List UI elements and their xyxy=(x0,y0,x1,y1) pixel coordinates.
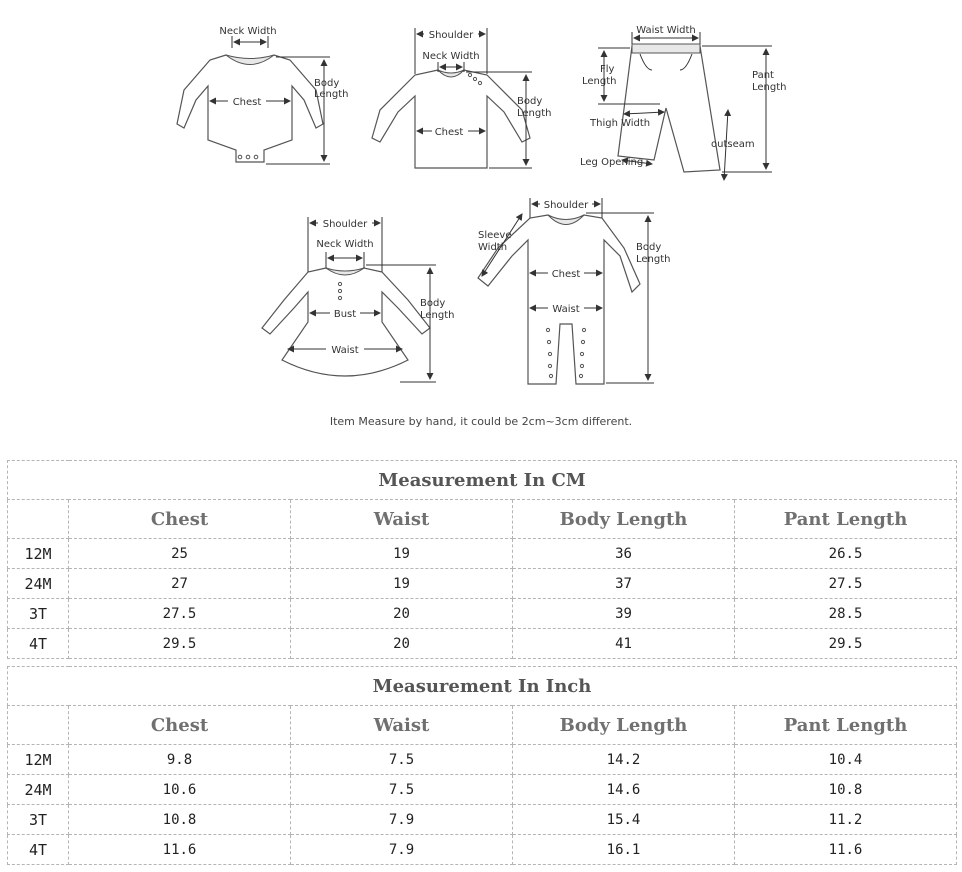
waist-cell: 20 xyxy=(291,599,513,629)
romper-chest-label: Chest xyxy=(551,269,581,280)
waist-cell: 7.5 xyxy=(291,775,513,805)
bodysuit-length-label: Length xyxy=(314,89,349,100)
body-length-cell: 15.4 xyxy=(513,805,735,835)
body-length-cell: 41 xyxy=(513,629,735,659)
pant-length-cell: 29.5 xyxy=(735,629,957,659)
column-header-waist: Waist xyxy=(291,500,513,539)
romper-sleeve-label: Sleeve xyxy=(478,230,512,241)
romper-body-label: Body xyxy=(636,242,662,253)
size-cell: 12M xyxy=(8,539,69,569)
pants-fly-length-label: Length xyxy=(582,76,617,87)
column-header-pant-length: Pant Length xyxy=(735,706,957,745)
dress-waist-label: Waist xyxy=(331,345,359,356)
dress-length-label: Length xyxy=(420,310,455,321)
body-length-cell: 39 xyxy=(513,599,735,629)
dress-body-label: Body xyxy=(420,298,446,309)
column-header-body-length: Body Length xyxy=(513,500,735,539)
chest-cell: 11.6 xyxy=(69,835,291,865)
column-header-body-length: Body Length xyxy=(513,706,735,745)
waist-cell: 19 xyxy=(291,539,513,569)
size-cell: 3T xyxy=(8,805,69,835)
bodysuit-neck-width-label: Neck Width xyxy=(219,26,277,37)
shirt-shoulder-label: Shoulder xyxy=(428,30,474,41)
table-row xyxy=(8,745,957,775)
pant-length-cell: 11.2 xyxy=(735,805,957,835)
romper-length-label: Length xyxy=(636,254,671,265)
waist-cell: 20 xyxy=(291,629,513,659)
bodysuit-illustration xyxy=(177,26,349,164)
dress-illustration xyxy=(262,217,455,382)
header-corner xyxy=(8,500,69,539)
measurement-cm-table xyxy=(7,460,957,659)
column-header-waist: Waist xyxy=(291,706,513,745)
chest-cell: 25 xyxy=(69,539,291,569)
chest-cell: 10.8 xyxy=(69,805,291,835)
chest-cell: 9.8 xyxy=(69,745,291,775)
pant-length-cell: 27.5 xyxy=(735,569,957,599)
bodysuit-body-label: Body xyxy=(314,78,340,89)
size-cell: 4T xyxy=(8,835,69,865)
column-header-chest: Chest xyxy=(69,500,291,539)
waist-cell: 19 xyxy=(291,569,513,599)
size-cell: 24M xyxy=(8,569,69,599)
chest-cell: 29.5 xyxy=(69,629,291,659)
size-cell: 4T xyxy=(8,629,69,659)
shirt-neck-width-label: Neck Width xyxy=(422,51,480,62)
shirt-body-label: Body xyxy=(517,96,543,107)
pant-length-cell: 10.4 xyxy=(735,745,957,775)
body-length-cell: 14.6 xyxy=(513,775,735,805)
body-length-cell: 36 xyxy=(513,539,735,569)
size-cell: 12M xyxy=(8,745,69,775)
column-header-pant-length: Pant Length xyxy=(735,500,957,539)
romper-sleeve-width-label: Width xyxy=(478,242,508,253)
table-title: Measurement In Inch xyxy=(8,667,957,706)
table-row xyxy=(8,599,957,629)
table-title: Measurement In CM xyxy=(8,461,957,500)
table-row xyxy=(8,569,957,599)
table-row xyxy=(8,835,957,865)
chest-cell: 10.6 xyxy=(69,775,291,805)
pant-length-cell: 28.5 xyxy=(735,599,957,629)
pant-length-cell: 11.6 xyxy=(735,835,957,865)
pants-fly-label: Fly xyxy=(600,64,615,75)
romper-shoulder-label: Shoulder xyxy=(543,200,589,211)
chest-cell: 27 xyxy=(69,569,291,599)
table-row xyxy=(8,629,957,659)
header-corner xyxy=(8,706,69,745)
body-length-cell: 16.1 xyxy=(513,835,735,865)
pants-waist-width-label: Waist Width xyxy=(636,25,696,36)
dress-shoulder-label: Shoulder xyxy=(322,219,368,230)
pants-illustration xyxy=(580,25,787,180)
dress-bust-label: Bust xyxy=(333,309,357,320)
pants-thigh-width-label: Thigh Width xyxy=(590,118,651,129)
table-row xyxy=(8,539,957,569)
pants-pant-label: Pant xyxy=(752,70,774,81)
pant-length-cell: 10.8 xyxy=(735,775,957,805)
romper-waist-label: Waist xyxy=(552,304,580,315)
table-row xyxy=(8,775,957,805)
body-length-cell: 37 xyxy=(513,569,735,599)
waist-cell: 7.9 xyxy=(291,805,513,835)
measurement-inch-table xyxy=(7,666,957,865)
romper-illustration xyxy=(478,198,671,384)
table-row xyxy=(8,805,957,835)
size-cell: 24M xyxy=(8,775,69,805)
pants-pant-length-label: Length xyxy=(752,82,787,93)
pants-leg-opening-label: Leg Opening xyxy=(580,157,644,168)
column-header-chest: Chest xyxy=(69,706,291,745)
shirt-chest-label: Chest xyxy=(434,127,464,138)
shirt-illustration xyxy=(372,28,552,168)
waist-cell: 7.9 xyxy=(291,835,513,865)
pant-length-cell: 26.5 xyxy=(735,539,957,569)
dress-neck-width-label: Neck Width xyxy=(316,239,374,250)
shirt-length-label: Length xyxy=(517,108,552,119)
waist-cell: 7.5 xyxy=(291,745,513,775)
pants-outseam-label: outseam xyxy=(711,139,755,150)
bodysuit-chest-label: Chest xyxy=(232,97,262,108)
chest-cell: 27.5 xyxy=(69,599,291,629)
body-length-cell: 14.2 xyxy=(513,745,735,775)
measurement-note: Item Measure by hand, it could be 2cm~3cm different. xyxy=(329,415,633,428)
size-cell: 3T xyxy=(8,599,69,629)
